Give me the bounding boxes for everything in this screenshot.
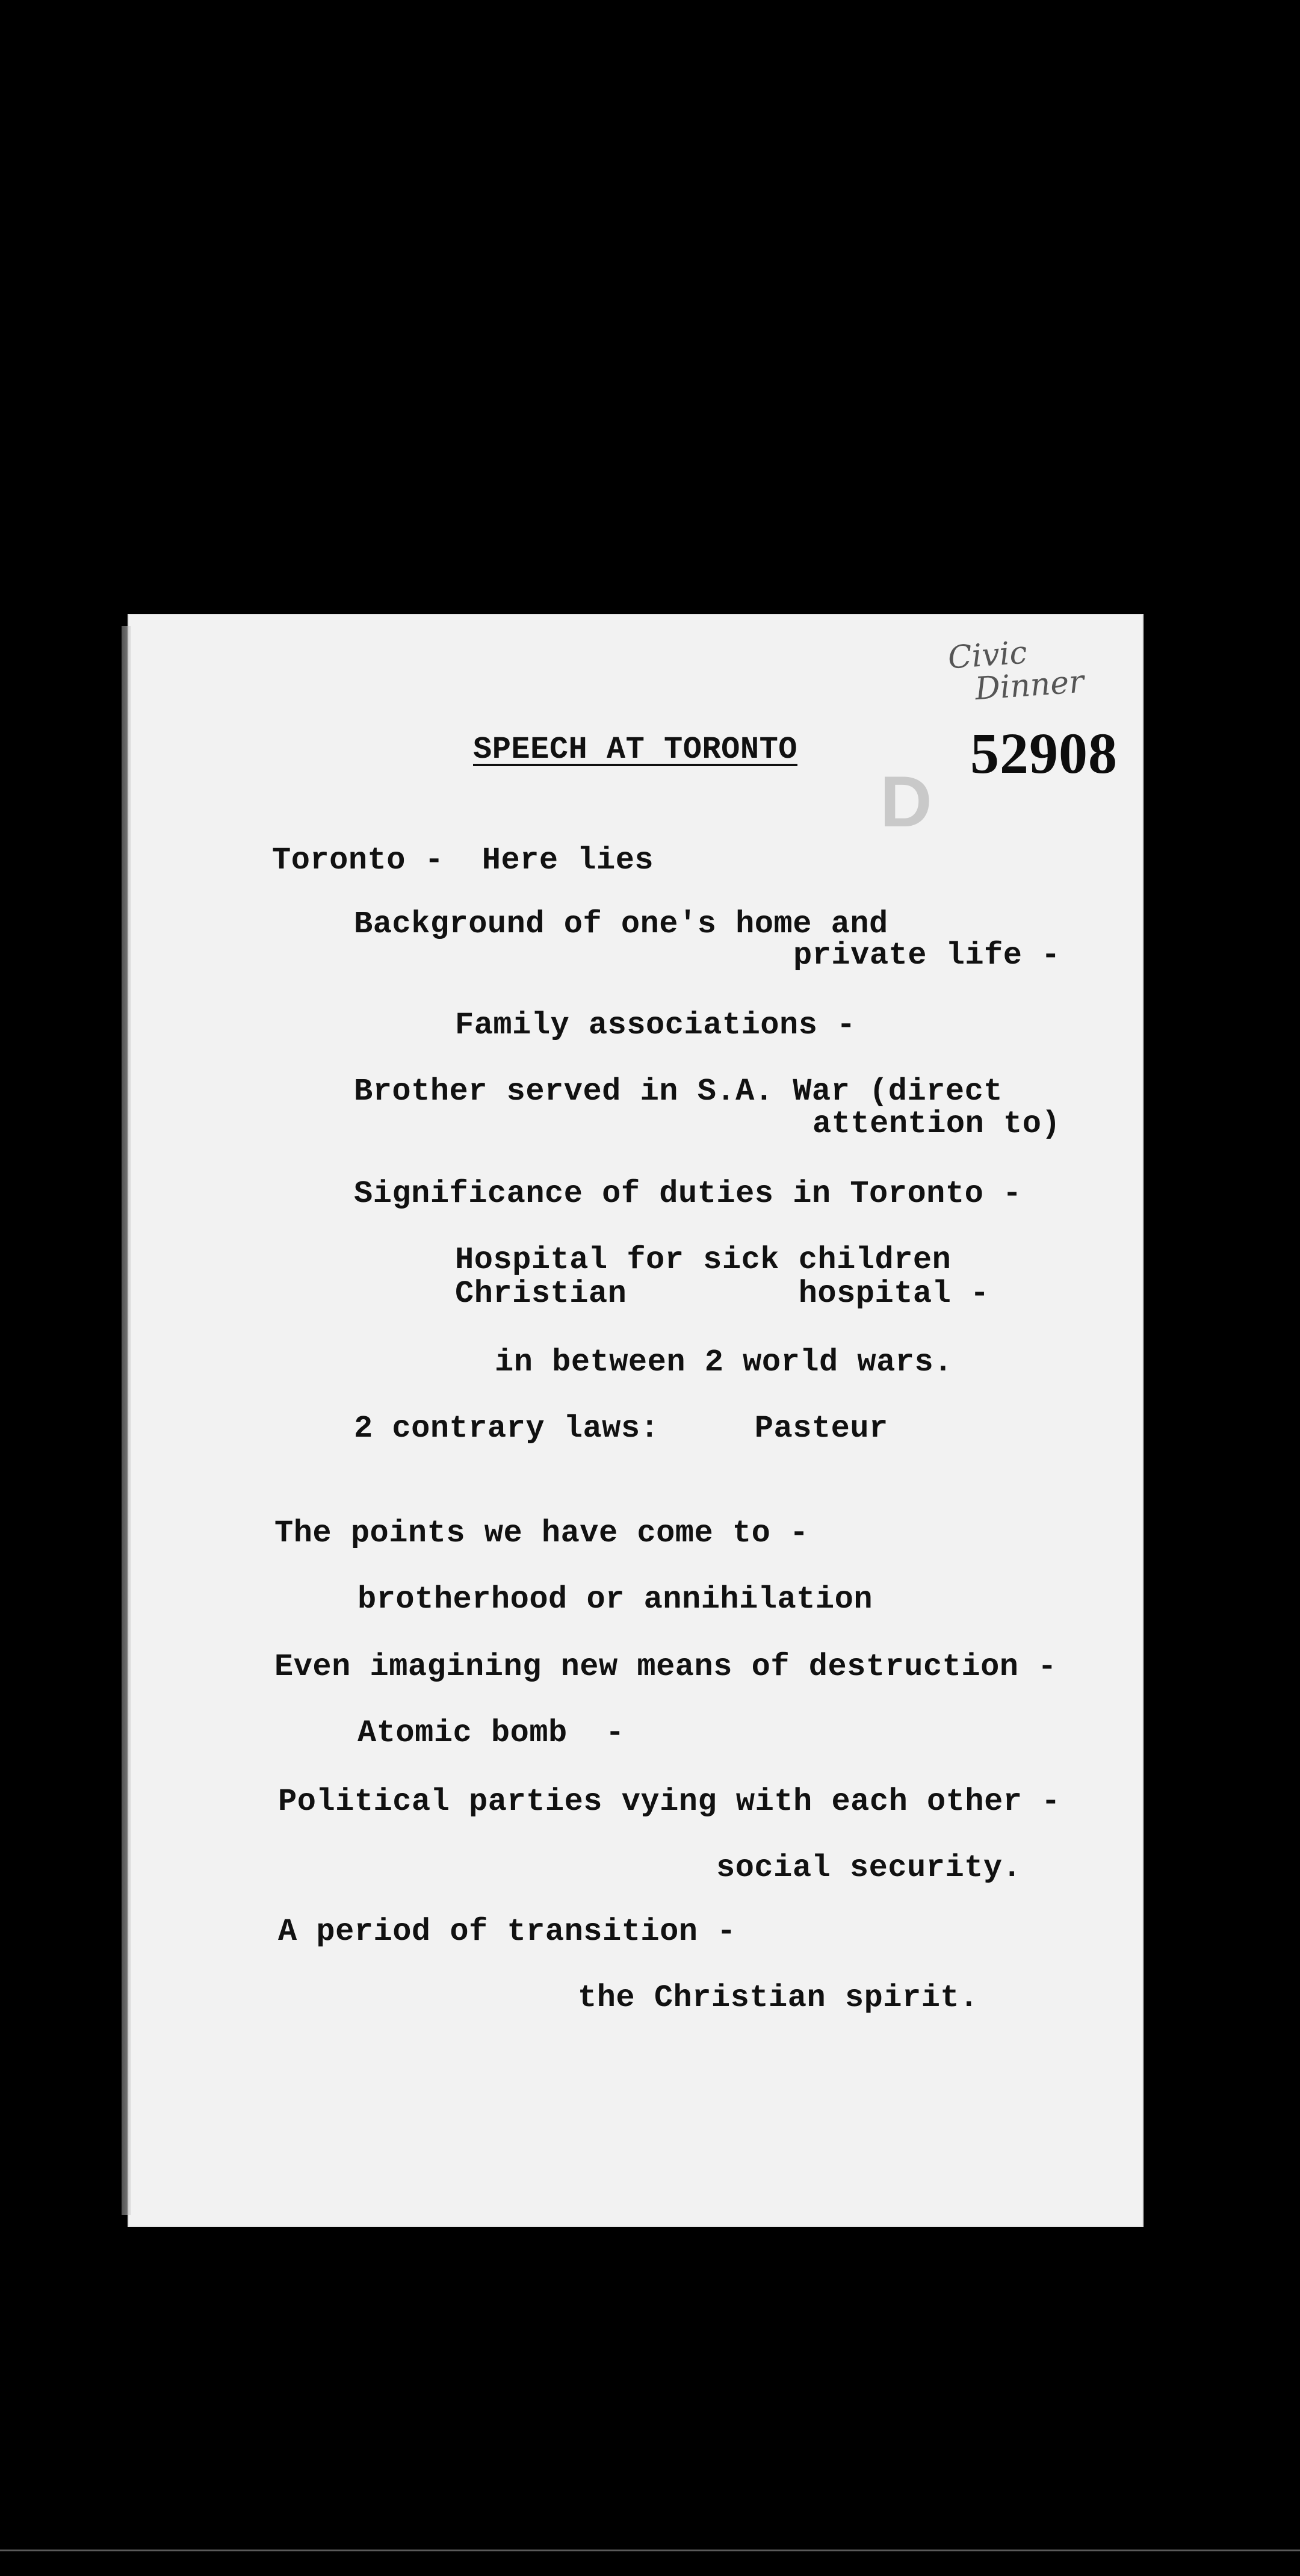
film-edge-rule xyxy=(0,2550,1300,2551)
document-title: SPEECH AT TORONTO xyxy=(473,732,797,767)
text-line: Background of one's home and xyxy=(354,906,888,942)
handwritten-note-line-1: Civic xyxy=(947,634,1029,677)
text-line: private life - xyxy=(793,938,1060,973)
text-line: Significance of duties in Toronto - xyxy=(354,1176,1022,1212)
text-line: Family associations - xyxy=(455,1008,856,1043)
text-line: A period of transition - xyxy=(278,1914,736,1949)
text-line: in between 2 world wars. xyxy=(495,1345,953,1380)
stamp-letter: D xyxy=(880,761,932,842)
text-line: Even imagining new means of destruction - xyxy=(274,1649,1057,1685)
text-line: social security. xyxy=(716,1850,1022,1886)
handwritten-note-line-2: Dinner xyxy=(974,663,1085,708)
text-line: The points we have come to - xyxy=(274,1516,809,1551)
text-line: Toronto - Here lies xyxy=(272,843,654,878)
text-line: brotherhood or annihilation xyxy=(358,1582,873,1617)
text-line: 2 contrary laws: Pasteur xyxy=(354,1411,888,1446)
text-line: Political parties vying with each other - xyxy=(278,1784,1060,1819)
text-line: Atomic bomb - xyxy=(358,1715,625,1751)
text-line: Brother served in S.A. War (direct xyxy=(354,1074,1003,1109)
text-line: attention to) xyxy=(812,1106,1061,1142)
text-line: Hospital for sick children xyxy=(455,1242,952,1278)
text-line: the Christian spirit. xyxy=(578,1980,979,2016)
document-number: 52908 xyxy=(970,721,1118,785)
text-line: Christian hospital - xyxy=(455,1276,989,1311)
